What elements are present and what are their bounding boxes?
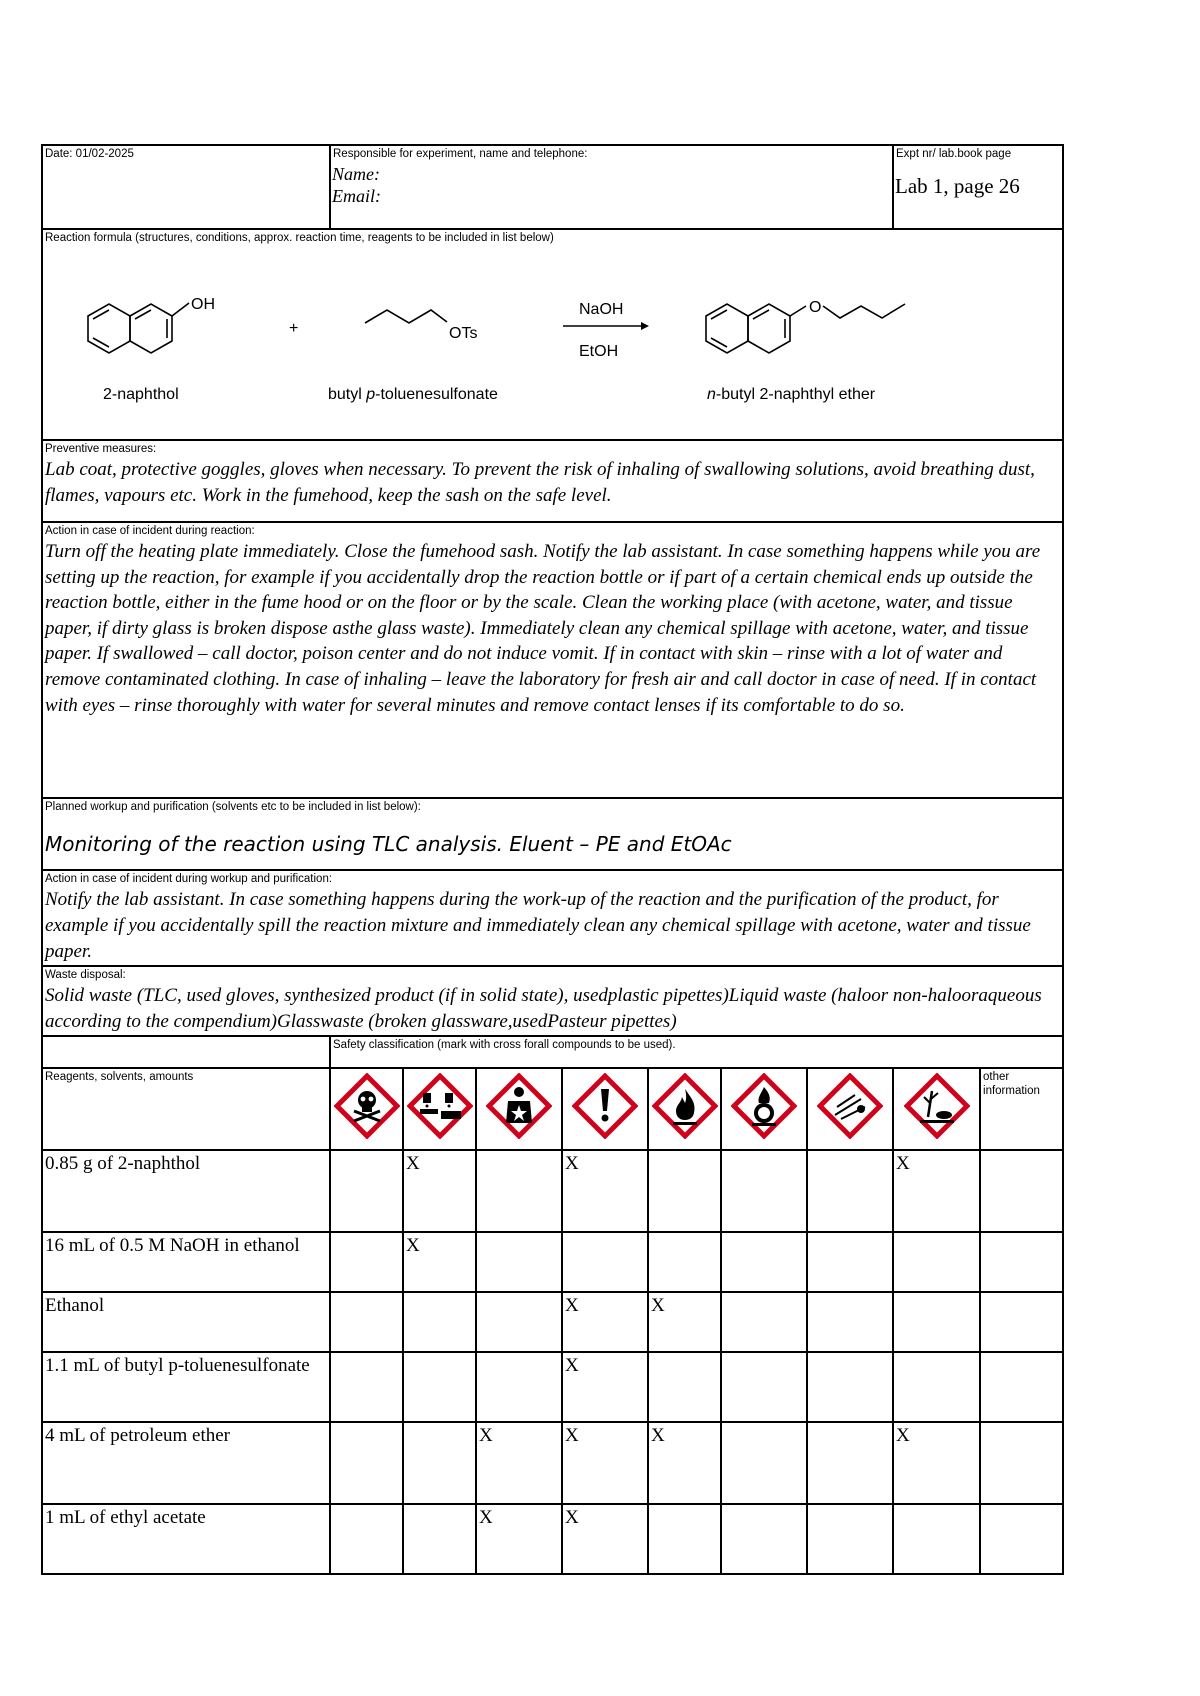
incident-workup-text: Notify the lab assistant. In case something happens during the work-up of the reaction and the purification of the product, for example if you accidentally spill the reaction mixture and immediately clean any chemical spillage with acetone, water and tissue paper. [45, 889, 1031, 962]
tosylate-ots: OTs [449, 325, 478, 342]
responsible-cell [330, 145, 893, 229]
hazard-mark: X [406, 1235, 420, 1256]
expt-label: Expt nr/ lab.book page [896, 148, 1012, 160]
hazard-col-irritant [562, 1068, 648, 1150]
waste-cell [42, 966, 1063, 1036]
hazard-mark [894, 1353, 979, 1357]
table-row [42, 1292, 1063, 1352]
hazard-mark [477, 1353, 561, 1357]
reaction-cell [42, 229, 1063, 440]
table-row [42, 1150, 1063, 1232]
responsible-label: Responsible for experiment, name and telephone: [333, 148, 588, 160]
hazard-mark [331, 1353, 402, 1357]
exploding-bomb-icon [817, 1073, 883, 1139]
expt-value: Lab 1, page 26 [895, 174, 1020, 198]
reagent-name: 4 mL of petroleum ether [45, 1425, 231, 1446]
email-label: Email: [332, 186, 381, 206]
hazard-mark: X [565, 1355, 579, 1376]
corrosion-icon [407, 1073, 473, 1139]
hazard-mark [808, 1353, 892, 1357]
table-row [42, 1422, 1063, 1504]
hazard-mark: X [896, 1153, 910, 1174]
flame-icon [652, 1073, 718, 1139]
hazard-mark: X [565, 1507, 579, 1528]
incident-reaction-row [42, 522, 1063, 798]
pictogram-row [42, 1068, 1063, 1150]
reagent-name: 16 mL of 0.5 M NaOH in ethanol [45, 1235, 300, 1256]
form-table [41, 144, 1064, 1575]
hazard-mark [563, 1233, 647, 1237]
date-label: Date: 01/02-2025 [45, 148, 134, 160]
hazard-mark [722, 1505, 806, 1509]
blank-cell [42, 1036, 330, 1068]
hazard-col-explosive [807, 1068, 893, 1150]
reagent-cell [42, 1292, 330, 1352]
hazard-mark [404, 1293, 475, 1297]
other-info-mark [981, 1233, 1062, 1237]
naphthol-oh: OH [191, 296, 215, 313]
exclamation-icon [572, 1073, 638, 1139]
health-hazard-icon [486, 1073, 552, 1139]
incident-workup-row [42, 870, 1063, 966]
other-info-header-cell [980, 1068, 1063, 1150]
reagent-name: 1.1 mL of butyl p-toluenesulfonate [45, 1355, 310, 1376]
skull-crossbones-icon [334, 1073, 400, 1139]
hazard-mark: X [651, 1425, 665, 1446]
table-row [42, 1352, 1063, 1422]
hazard-mark [808, 1151, 892, 1155]
date-cell [42, 145, 330, 229]
hazard-mark [477, 1233, 561, 1237]
incident-reaction-text: Turn off the heating plate immediately. Close the fumehood sash. Notify the lab assistant. In case something happens while you are setting up the reaction, for example if you accidentally drop the reaction bottle or if part of a certain chemical ends up outside the reaction bottle, either in the fume hood or on the floor or by the scale. Clean the working place (with acetone, water, and tissue paper, if dirty glass is broken dispose asthe glass waste). Immediately clean any chemical spillage with acetone, water, and tissue paper. If swallowed – call doctor, poison center and do not induce vomit. If in contact with skin – rinse with a lot of water and remove contaminated clothing. In case of inhaling – leave the laboratory for fresh air and call doctor in case of need. If in contact with eyes – rinse thoroughly with water for several minutes and remove contact lenses if its comfortable to do so. [45, 541, 1041, 716]
other-info-mark [981, 1353, 1062, 1357]
plus-sign: + [289, 320, 299, 337]
ether-structure [706, 304, 905, 353]
workup-text: Monitoring of the reaction using TLC analysis. Eluent – PE and EtOAc [45, 832, 732, 856]
reagent-etoh: EtOH [579, 343, 619, 360]
hazard-mark: X [479, 1425, 493, 1446]
other-info-mark [981, 1423, 1062, 1427]
hazard-mark: X [479, 1507, 493, 1528]
reaction-row [42, 229, 1063, 440]
hazard-col-health [476, 1068, 562, 1150]
hazard-mark [722, 1151, 806, 1155]
hazard-mark [477, 1151, 561, 1155]
hazard-col-environment [893, 1068, 980, 1150]
safety-classification-row [42, 1036, 1063, 1068]
hazard-mark [331, 1293, 402, 1297]
waste-text: Solid waste (TLC, used gloves, synthesized product (if in solid state), usedplastic pipettes)Liquid waste (haloor non-halooraqueous according to the compendium)Glasswaste (broken glassware,usedPasteur pipettes) [45, 985, 1042, 1032]
hazard-mark [894, 1293, 979, 1297]
table-row [42, 1504, 1063, 1574]
other-info-mark [981, 1505, 1062, 1509]
hazard-mark [722, 1293, 806, 1297]
reagents-header-cell [42, 1068, 330, 1150]
hazard-mark [808, 1505, 892, 1509]
hazard-mark: X [565, 1295, 579, 1316]
workup-cell [42, 798, 1063, 870]
hazard-col-toxic [330, 1068, 403, 1150]
reagent-name: Ethanol [45, 1295, 105, 1316]
hazard-col-corrosive [403, 1068, 476, 1150]
reagent-cell [42, 1150, 330, 1232]
naphthol-structure [88, 303, 189, 353]
waste-label: Waste disposal: [45, 969, 126, 981]
reaction-scheme [43, 246, 1058, 434]
hazard-mark [894, 1505, 979, 1509]
hazard-mark [477, 1293, 561, 1297]
classification-cell [330, 1036, 1063, 1068]
hazard-mark [649, 1151, 720, 1155]
hazard-mark: X [896, 1425, 910, 1446]
product-name: n-butyl 2-naphthyl ether [707, 386, 876, 403]
hazard-mark: X [651, 1295, 665, 1316]
waste-row [42, 966, 1063, 1036]
hazard-mark [722, 1423, 806, 1427]
expt-cell [893, 145, 1063, 229]
other-info-label: other information [983, 1071, 1040, 1097]
arrow-head-icon [641, 322, 649, 330]
incident-workup-cell [42, 870, 1063, 966]
hazard-mark [722, 1353, 806, 1357]
hazard-col-oxidizer [721, 1068, 807, 1150]
reagent-cell [42, 1352, 330, 1422]
product-oxygen: O [809, 299, 822, 316]
other-info-mark [981, 1151, 1062, 1155]
hazard-mark [808, 1423, 892, 1427]
hazard-mark [331, 1151, 402, 1155]
reagent-naoh: NaOH [579, 301, 624, 318]
name-label: Name: [332, 164, 380, 184]
hazard-mark [404, 1423, 475, 1427]
reagent-name: 0.85 g of 2-naphthol [45, 1153, 201, 1174]
hazard-mark [404, 1353, 475, 1357]
reagent-name: 1 mL of ethyl acetate [45, 1507, 206, 1528]
hazard-mark [331, 1233, 402, 1237]
hazard-mark [649, 1233, 720, 1237]
preventive-row [42, 440, 1063, 522]
tosylate-name: butyl p-toluenesulfonate [328, 386, 498, 403]
preventive-label: Preventive measures: [45, 443, 157, 455]
hazard-mark [722, 1233, 806, 1237]
incident-workup-label: Action in case of incident during workup and purification: [45, 873, 333, 885]
reagents-label: Reagents, solvents, amounts [45, 1071, 194, 1083]
classification-label: Safety classification (mark with cross forall compounds to be used). [333, 1039, 676, 1051]
hazard-mark: X [406, 1153, 420, 1174]
workup-row [42, 798, 1063, 870]
incident-reaction-label: Action in case of incident during reaction: [45, 525, 255, 537]
hazard-mark [808, 1293, 892, 1297]
workup-label: Planned workup and purification (solvents etc to be included in list below): [45, 801, 421, 813]
header-row [42, 145, 1063, 229]
hazard-mark [331, 1505, 402, 1509]
other-info-mark [981, 1293, 1062, 1297]
hazard-mark [649, 1353, 720, 1357]
incident-reaction-cell [42, 522, 1063, 798]
hazard-mark [331, 1423, 402, 1427]
hazard-mark [894, 1233, 979, 1237]
hazard-mark [808, 1233, 892, 1237]
hazard-mark [649, 1505, 720, 1509]
reaction-label: Reaction formula (structures, conditions, approx. reaction time, reagents to be included in list below) [45, 232, 554, 244]
table-row [42, 1232, 1063, 1292]
lab-safety-form [41, 144, 1062, 1575]
hazard-mark [404, 1505, 475, 1509]
reagent-cell [42, 1232, 330, 1292]
environment-icon [904, 1073, 970, 1139]
hazard-col-flammable [648, 1068, 721, 1150]
hazard-mark: X [565, 1425, 579, 1446]
hazard-mark: X [565, 1153, 579, 1174]
preventive-text: Lab coat, protective goggles, gloves when necessary. To prevent the risk of inhaling of swallowing solutions, avoid breathing dust, flames, vapours etc. Work in the fumehood, keep the sash on the safe level. [45, 459, 1035, 506]
butyl-tosylate-structure [365, 310, 447, 323]
reagent-cell [42, 1504, 330, 1574]
reagent-cell [42, 1422, 330, 1504]
preventive-cell [42, 440, 1063, 522]
flame-over-circle-icon [731, 1073, 797, 1139]
naphthol-name: 2-naphthol [103, 386, 179, 403]
